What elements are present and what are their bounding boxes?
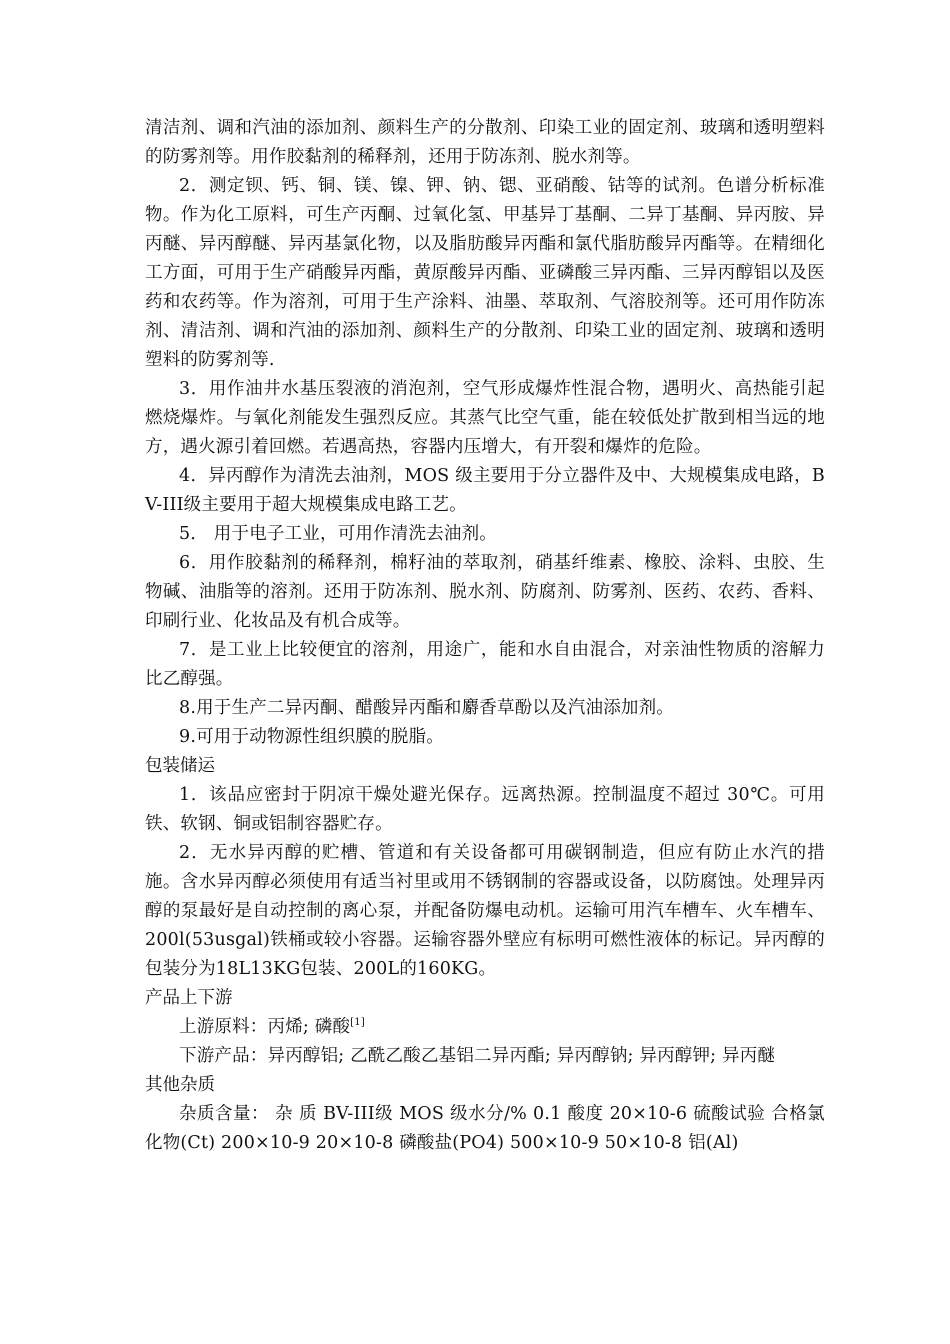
reference-superscript[interactable]: [1] <box>350 1017 365 1029</box>
paragraph-use-2: 2．测定钡、钙、铜、镁、镍、钾、钠、锶、亚硝酸、钴等的试剂。色谱分析标准物。作为化工原料，可生产丙酮、过氧化氢、甲基异丁基酮、二异丁基酮、异丙胺、异丙醚、异丙醇醚、异丙基氯化物，以及脂肪酸异丙酯和氯代脂肪酸异丙酯等。在精细化工方面，可用于生产硝酸异丙酯，黄原酸异丙酯、亚磷酸三异丙酯、三异丙醇铝以及医药和农药等。作为溶剂，可用于生产涂料、油墨、萃取剂、气溶胶剂等。还可用作防冻剂、清洁剂、调和汽油的添加剂、颜料生产的分散剂、印染工业的固定剂、玻璃和透明塑料的防雾剂等. <box>145 176 825 370</box>
section-heading-impurities: 其他杂质 <box>145 1075 215 1095</box>
paragraph-use-9: 9.可用于动物源性组织膜的脱脂。 <box>179 727 444 747</box>
paragraph-use-4: 4．异丙醇作为清洗去油剂，MOS 级主要用于分立器件及中、大规模集成电路，BV-III级主要用于超大规模集成电路工艺。 <box>145 466 825 515</box>
paragraph-use-8: 8.用于生产二异丙酮、醋酸异丙酯和麝香草酚以及汽油添加剂。 <box>179 698 674 718</box>
paragraph-packaging-1: 1．该品应密封于阴凉干燥处避光保存。远离热源。控制温度不超过 30℃。可用铁、软钢、铜或铝制容器贮存。 <box>145 785 825 834</box>
paragraph-continued: 清洁剂、调和汽油的添加剂、颜料生产的分散剂、印染工业的固定剂、玻璃和透明塑料的防雾剂等。用作胶黏剂的稀释剂，还用于防冻剂、脱水剂等。 <box>145 118 825 167</box>
paragraph-use-6: 6．用作胶黏剂的稀释剂，棉籽油的萃取剂，硝基纤维素、橡胶、涂料、虫胶、生物碱、油脂等的溶剂。还用于防冻剂、脱水剂、防腐剂、防雾剂、医药、农药、香料、印刷行业、化妆品及有机合成等。 <box>145 553 825 631</box>
paragraph-use-3: 3．用作油井水基压裂液的消泡剂，空气形成爆炸性混合物，遇明火、高热能引起燃烧爆炸。与氧化剂能发生强烈反应。其蒸气比空气重，能在较低处扩散到相当远的地方，遇火源引着回燃。若遇高热，容器内压增大，有开裂和爆炸的危险。 <box>145 379 825 457</box>
section-heading-upstream-downstream: 产品上下游 <box>145 988 233 1008</box>
paragraph-use-5: 5． 用于电子工业，可用作清洗去油剂。 <box>179 524 497 544</box>
paragraph-use-7: 7．是工业上比较便宜的溶剂，用途广，能和水自由混合，对亲油性物质的溶解力比乙醇强。 <box>145 640 825 689</box>
paragraph-downstream: 下游产品：异丙醇铝; 乙酰乙酸乙基铝二异丙酯; 异丙醇钠; 异丙醇钾; 异丙醚 <box>179 1046 776 1066</box>
document-body <box>145 114 825 1158</box>
paragraph-upstream <box>145 1013 825 1042</box>
paragraph-impurities: 杂质含量： 杂 质 BV-III级 MOS 级水分/% 0.1 酸度 20×10-6 硫酸试验 合格氯化物(Ct) 200×10-9 20×10-8 磷酸盐(PO4) 500×10-9 50×10-8 铝(Al) <box>145 1104 825 1153</box>
upstream-text: 上游原料：丙烯; 磷酸 <box>179 1017 351 1037</box>
section-heading-packaging: 包装储运 <box>145 756 215 776</box>
paragraph-packaging-2: 2．无水异丙醇的贮槽、管道和有关设备都可用碳钢制造，但应有防止水汽的措施。含水异丙醇必须使用有适当衬里或用不锈钢制的容器或设备，以防腐蚀。处理异丙醇的泵最好是自动控制的离心泵，并配备防爆电动机。运输可用汽车槽车、火车槽车、200l(53usgal)铁桶或较小容器。运输容器外壁应有标明可燃性液体的标记。异丙醇的包装分为18L13KG包装、200L的160KG。 <box>145 843 825 979</box>
